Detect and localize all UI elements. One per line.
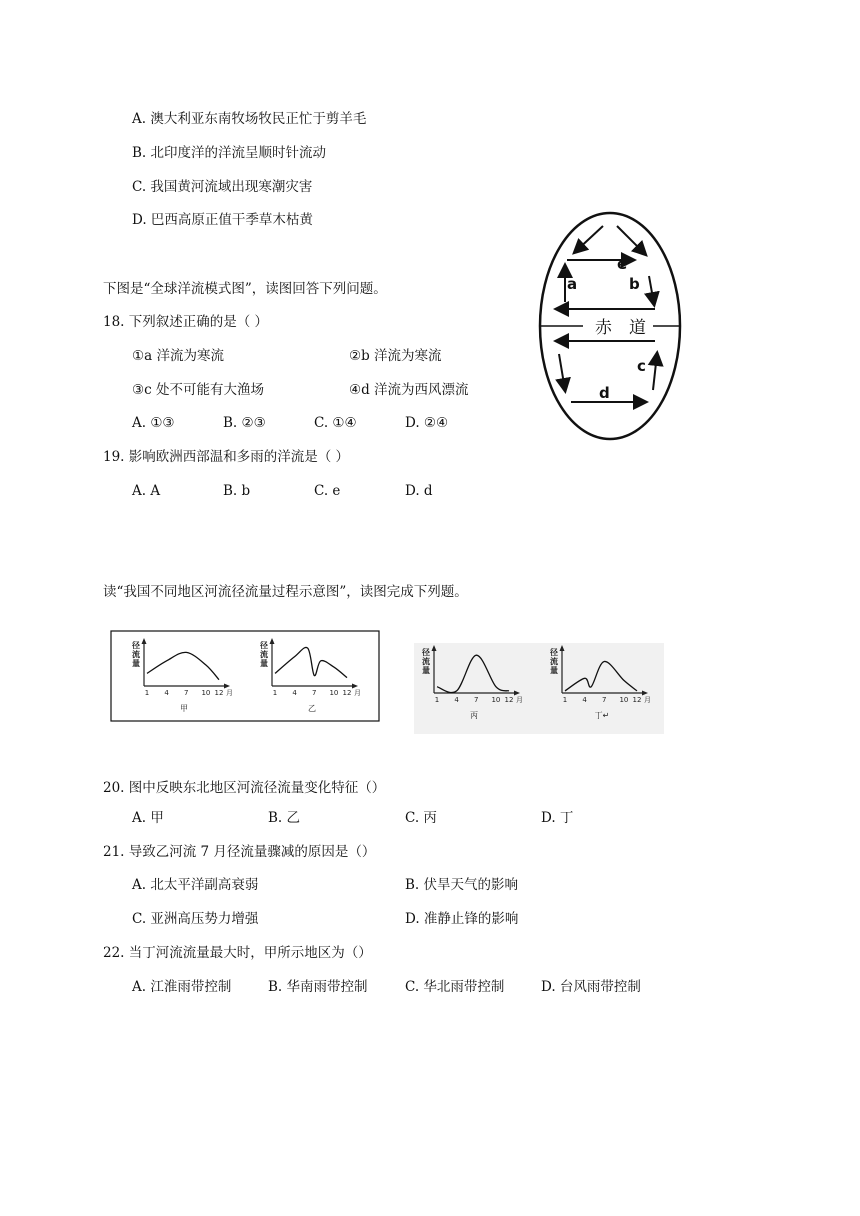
runoff-tick-label: 10 xyxy=(619,696,629,704)
arrow-c xyxy=(653,354,657,390)
runoff-charts-left xyxy=(110,630,380,722)
q19-stem: 19. 影响欧洲西部温和多雨的洋流是（ ） xyxy=(103,449,350,465)
runoff-tick-label: 12 xyxy=(342,689,352,697)
runoff-ylabel-char: 量 xyxy=(132,659,140,668)
runoff-ylabel-char: 流 xyxy=(422,657,430,666)
q20-option-c: C. 丙 xyxy=(405,810,437,826)
intro-runoff: 读“我国不同地区河流径流量过程示意图”，读图完成下列题。 xyxy=(103,584,468,600)
runoff-tick-label: 1 xyxy=(272,689,278,697)
q18-option-c: C. ①④ xyxy=(314,415,357,431)
runoff-tick-label: 7 xyxy=(312,689,317,697)
runoff-ylabel-char: 径 xyxy=(132,641,140,650)
q17-option-a: A. 澳大利亚东南牧场牧民正忙于剪羊毛 xyxy=(132,111,367,127)
arrow-top-left xyxy=(575,226,603,252)
q18-option-d: D. ②④ xyxy=(405,415,449,431)
q19-option-d: D. d xyxy=(405,483,433,499)
label-c: c xyxy=(637,357,646,375)
runoff-month-unit: 月 xyxy=(354,689,361,697)
runoff-tick-label: 12 xyxy=(214,689,224,697)
q20-stem: 20. 图中反映东北地区河流径流量变化特征（） xyxy=(103,780,386,796)
runoff-ylabel-char: 径 xyxy=(422,648,430,657)
runoff-tick-label: 12 xyxy=(632,696,642,704)
label-b: b xyxy=(629,275,640,293)
q17-option-d: D. 巴西高原正值干季草木枯黄 xyxy=(132,212,313,228)
label-d: d xyxy=(599,384,610,402)
runoff-month-unit: 月 xyxy=(644,696,651,704)
runoff-tick-label: 4 xyxy=(292,689,297,697)
runoff-tick-label: 4 xyxy=(582,696,587,704)
q19-option-b: B. b xyxy=(223,483,251,499)
q18-statement-3: ③c 处不可能有大渔场 xyxy=(132,382,264,398)
q18-option-a: A. ①③ xyxy=(132,415,175,431)
runoff-tick-label: 7 xyxy=(184,689,189,697)
runoff-charts-right xyxy=(414,643,664,734)
runoff-tick-label: 1 xyxy=(434,696,440,704)
q19-option-a: A. A xyxy=(132,483,161,499)
q22-option-d: D. 台风雨带控制 xyxy=(541,979,641,995)
runoff-tick-label: 7 xyxy=(474,696,479,704)
arrow-top-right xyxy=(617,226,645,254)
runoff-ylabel-char: 量 xyxy=(422,666,430,675)
intro-ocean-currents: 下图是“全球洋流模式图”，读图回答下列问题。 xyxy=(103,281,387,297)
q20-option-a: A. 甲 xyxy=(132,810,164,826)
runoff-tick-label: 7 xyxy=(602,696,607,704)
arrow-bottom-left xyxy=(559,354,565,390)
q18-statement-4: ④d 洋流为西风漂流 xyxy=(349,382,469,398)
runoff-chart-name: 丁↵ xyxy=(594,711,610,720)
label-e: e xyxy=(617,255,628,273)
q17-option-b: B. 北印度洋的洋流呈顺时针流动 xyxy=(132,145,327,161)
runoff-ylabel-char: 流 xyxy=(132,650,140,659)
runoff-chart-name: 甲 xyxy=(180,704,188,713)
runoff-ylabel-char: 流 xyxy=(550,657,558,666)
q18-statement-1: ①a 洋流为寒流 xyxy=(132,348,224,364)
runoff-tick-label: 10 xyxy=(201,689,211,697)
runoff-tick-label: 12 xyxy=(504,696,514,704)
runoff-ylabel-char: 流 xyxy=(260,650,268,659)
runoff-tick-label: 10 xyxy=(491,696,501,704)
arrow-b xyxy=(649,276,654,304)
q21-stem: 21. 导致乙河流 7 月径流量骤减的原因是（） xyxy=(103,844,376,860)
runoff-month-unit: 月 xyxy=(516,696,523,704)
q20-option-d: D. 丁 xyxy=(541,810,574,826)
equator-label-1: 赤 xyxy=(595,318,612,338)
q22-option-b: B. 华南雨带控制 xyxy=(268,979,368,995)
runoff-tick-label: 1 xyxy=(144,689,150,697)
q18-option-b: B. ②③ xyxy=(223,415,266,431)
q18-statement-2: ②b 洋流为寒流 xyxy=(349,348,442,364)
runoff-ylabel-char: 径 xyxy=(550,648,558,657)
q21-option-d: D. 准静止锋的影响 xyxy=(405,911,519,927)
label-a: a xyxy=(567,275,578,293)
q19-option-c: C. e xyxy=(314,483,341,499)
runoff-ylabel-char: 量 xyxy=(260,659,268,668)
runoff-tick-label: 1 xyxy=(562,696,568,704)
q18-stem: 18. 下列叙述正确的是（ ） xyxy=(103,314,269,330)
q21-option-b: B. 伏旱天气的影响 xyxy=(405,877,519,893)
runoff-tick-label: 4 xyxy=(164,689,169,697)
runoff-ylabel-char: 径 xyxy=(260,641,268,650)
equator-label-2: 道 xyxy=(629,318,646,338)
runoff-tick-label: 4 xyxy=(454,696,459,704)
runoff-tick-label: 10 xyxy=(329,689,339,697)
q17-option-c: C. 我国黄河流域出现寒潮灾害 xyxy=(132,179,313,195)
q22-stem: 22. 当丁河流流量最大时，甲所示地区为（） xyxy=(103,945,372,961)
q21-option-c: C. 亚洲高压势力增强 xyxy=(132,911,259,927)
runoff-chart-name: 乙 xyxy=(308,704,316,713)
runoff-month-unit: 月 xyxy=(226,689,233,697)
ocean-current-diagram xyxy=(535,208,685,444)
runoff-ylabel-char: 量 xyxy=(550,666,558,675)
runoff-chart-name: 丙 xyxy=(470,711,478,720)
q22-option-c: C. 华北雨带控制 xyxy=(405,979,505,995)
q20-option-b: B. 乙 xyxy=(268,810,301,826)
q22-option-a: A. 江淮雨带控制 xyxy=(132,979,232,995)
q21-option-a: A. 北太平洋副高衰弱 xyxy=(132,877,259,893)
